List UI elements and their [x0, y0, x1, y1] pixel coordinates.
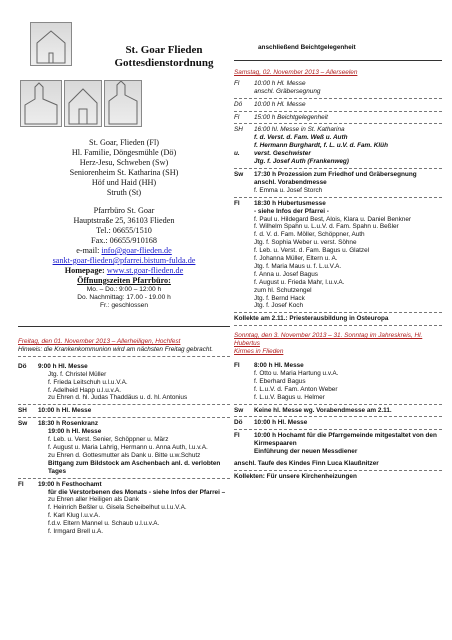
homepage-link[interactable]: www.st.goar-flieden.de: [106, 266, 184, 275]
schedule-friday: [18, 338, 230, 536]
church-drawing-icon: [105, 81, 141, 126]
email-link[interactable]: info@goar-flieden.de: [101, 246, 172, 255]
divider: [234, 429, 442, 430]
parish-item: Hl. Familie, Döngesmühle (Dö): [71, 148, 177, 157]
office-email-line: [18, 246, 230, 256]
divider: [234, 168, 442, 169]
intention: Jtg. f. Christel Müller: [48, 370, 107, 378]
intention: f. d. Verst. d. Fam. Weß u. Auth: [254, 134, 348, 142]
entry-do: [18, 363, 230, 403]
divider: [234, 98, 442, 99]
office-name: Pfarrbüro St. Goar: [93, 206, 155, 215]
divider: [18, 417, 230, 418]
parish-item: Höf und Haid (HH): [91, 178, 157, 187]
day-code: Fl: [234, 79, 240, 87]
parish-item: Struth (St): [106, 188, 142, 197]
divider: [18, 404, 230, 405]
entry-time: 10:00 h Hl. Messe: [254, 419, 308, 427]
entry-time: 10:00 h Hl. Messe: [38, 407, 92, 415]
date-subheading: Kirmes in Flieden: [234, 348, 284, 356]
entry-time: 18:30 h Rosenkranz: [38, 420, 99, 428]
entry-time: 15:00 h Beichtgelegenheit: [254, 113, 328, 121]
entry-do: [234, 419, 442, 427]
divider: [234, 416, 442, 417]
divider: [18, 356, 230, 357]
intention: f. Leb. u. Verst. d. Fam. Bagus u. Glatzel: [254, 247, 370, 255]
intention: zu Ehren aller Heiligen als Dank: [48, 496, 139, 504]
day-code: SH: [18, 407, 27, 415]
day-code: Fl: [234, 113, 240, 121]
entry-sh: [18, 407, 230, 415]
entry-fl: [234, 432, 442, 456]
page-subtitle: Gottesdienstordnung: [114, 57, 214, 69]
collection-note: Kollekte am 2.11.: Priesterausbildung in Osteuropa: [234, 315, 389, 323]
divider: [18, 478, 230, 479]
hours-line: Fr.: geschlossen: [99, 302, 148, 310]
church-sketch-1: [20, 80, 62, 127]
hours-line: Mo. – Do.: 9:00 – 12:00 h: [86, 286, 162, 293]
entry-sh-cont: [234, 150, 442, 166]
parish-list: [18, 138, 230, 198]
intention: f. Heinrich Beßler u. Gisela Scheibelhut u.l.u.V.A.: [48, 504, 187, 512]
entry-note: anschl. Gräbersegnung: [254, 87, 321, 95]
day-code: Dö: [234, 100, 243, 108]
intention: f. Anna u. Josef Bagus: [254, 270, 318, 278]
entry-time: 9:00 h Hl. Messe: [38, 362, 88, 370]
day-code: Fl: [234, 362, 240, 369]
office-fax: Fax.: 06655/910168: [91, 236, 157, 245]
entry-time: 10:00 h Hl. Messe: [254, 79, 306, 87]
church-sketch-top: [30, 22, 72, 66]
entry-time: 8:00 h Hl. Messe: [254, 362, 304, 369]
page-title: St. Goar Flieden: [125, 44, 203, 56]
entry-note: für die Verstorbenen des Monats - siehe Infos der Pfarrei –: [48, 488, 226, 496]
intention: f. Adelheid Happ u.l.u.v.A.: [48, 386, 122, 394]
entry-fl: [234, 362, 442, 402]
intention: Jtg. f. Bernd Hack: [254, 294, 305, 302]
conjunction: u.: [234, 150, 240, 158]
entry-do: [234, 101, 442, 109]
day-code: Sw: [18, 420, 28, 428]
day-code: Fl: [18, 480, 24, 488]
day-code: Fl: [234, 199, 240, 207]
intention: f.d.v. Eltern Mannel u. Schaub u.l.u.v.A.: [48, 520, 160, 528]
parish-item: Seniorenheim St. Katharina (SH): [69, 168, 179, 177]
entry-time: 19:00 h Hl. Messe: [48, 428, 102, 436]
entry-time: 17:30 h Prozession zum Friedhof und Gräbersegnung: [254, 170, 417, 178]
intention: f. Johanna Müller, Eltern u. A.: [254, 255, 338, 263]
church-drawing-icon: [65, 81, 101, 126]
day-code: Fl: [234, 432, 240, 440]
church-drawing-icon: [21, 81, 61, 126]
divider: [234, 197, 442, 198]
hours-line: Do. Nachmittag: 17.00 - 19.00 h: [77, 294, 171, 302]
intention: zum hl. Schutzengel: [254, 286, 312, 294]
intention: Jtg. f. Josef Auth (Frankenweg): [254, 158, 349, 166]
entry-note: Keine hl. Messe wg. Vorabendmesse am 2.11.: [254, 406, 392, 414]
entry-time: 16:00 hl. Messe in St. Katharina: [254, 126, 345, 134]
divider: [234, 404, 442, 405]
office-address: Hauptstraße 25, 36103 Flieden: [73, 216, 175, 225]
intention: Jtg. f. Maria Maus u. f. L.u.V.A.: [254, 262, 342, 270]
bittgang-note: Bittgang zum Bildstock am Aschenbach anl. d. verlobten Tages: [48, 459, 221, 475]
date-heading: Samstag, 02. November 2013 – Allerseelen: [234, 68, 358, 76]
intention: f. Frieda Leitschuh u.l.u.V.A.: [48, 378, 128, 386]
entry-sw: [234, 407, 442, 415]
baptism-note: anschl. Taufe des Kindes Finn Luca Klaußnitzer: [234, 460, 379, 468]
office-tel: Tel.: 06655/1510: [96, 226, 152, 235]
confession-note: anschließend Beichtgelegenheit: [258, 44, 356, 51]
date-heading: Sonntag, den 3. November 2013 – 31. Sonntag im Jahreskreis, Hl. Hubertus: [234, 332, 423, 348]
intention: f. L.u.V. Bagus u. Helmer: [254, 393, 325, 401]
intention: f. Otto u. Maria Hartung u.v.A.: [254, 369, 339, 377]
right-column: [234, 44, 442, 481]
date-heading: Freitag, den 01. November 2013 – Allerheiligen, Hochfest: [18, 338, 181, 345]
intention: f. August u. Maria Lahrig, Hermann u. Anna Auth, l.u.v.A.: [48, 443, 208, 451]
day-code: SH: [234, 126, 243, 134]
intention: f. Karl Klug l.u.v.A.: [48, 512, 101, 520]
email-label: e-mail:: [76, 246, 102, 255]
intention: f. d. V. d. Fam. Möller, Schöppner, Auth: [254, 231, 365, 239]
divider: [234, 111, 442, 112]
office-info: [18, 206, 230, 311]
entry-time: 19:00 h Festhochamt: [38, 480, 102, 488]
intention: zu Ehren d. hl. Judas Thaddäus u. d. hl. Antonius: [48, 394, 188, 402]
day-code: Dö: [234, 419, 243, 427]
church-sketch-3: [104, 80, 142, 127]
divider: [234, 60, 442, 61]
entry-sw: [234, 171, 442, 195]
intention: Jtg. f. Sophia Weber u. verst. Söhne: [254, 239, 357, 247]
intention: f. Hermann Burghardt, f. L. u.V. d. Fam. Klüh: [254, 142, 388, 150]
entry-fl: [234, 114, 442, 122]
intention: f. Wilhelm Spahn u. L.u.V. d. Fam. Spahn u. Beßler: [254, 223, 399, 231]
entry-time: 10:00 h Hochamt für die Pfarrgemeinde mitgestaltet von den Kirmespaaren: [254, 432, 437, 448]
homepage-label: Homepage:: [64, 266, 107, 275]
day-code: Sw: [234, 406, 244, 414]
divider: [234, 470, 442, 471]
entry-fl: [234, 80, 442, 96]
intention: zu Ehren d. Gottesmutter als Dank u. Bitte u.w.Schutz: [48, 451, 201, 459]
hint-text: Hinweis: die Krankenkommunion wird am nächsten Freitag gebracht.: [18, 345, 214, 353]
divider: [18, 326, 230, 327]
homepage-line: [18, 266, 230, 276]
intention: f. Emma u. Josef Storch: [254, 186, 323, 194]
day-code: Dö: [18, 362, 27, 370]
intention: Jtg. f. Josef Koch: [254, 302, 304, 310]
entry-note: anschl. Vorabendmesse: [254, 178, 327, 186]
entry-sh: [234, 126, 442, 150]
entry-note: Einführung der neuen Messdiener: [254, 448, 358, 456]
email2-link[interactable]: sankt-goar-flieden@pfarrei.bistum-fulda.de: [52, 256, 196, 265]
intention: f. Paul u. Hildegard Best, Alois, Klara u. Daniel Benkner: [254, 215, 412, 223]
intention: verst. Geschwister: [254, 150, 311, 158]
entry-note: - siehe Infos der Pfarrei -: [254, 207, 329, 215]
church-drawing-icon: [31, 23, 71, 65]
divider: [234, 312, 442, 313]
entry-time: 18:30 h Hubertusmesse: [254, 199, 326, 207]
intention: f. Eberhard Bagus: [254, 377, 306, 385]
entry-time: 10:00 h Hl. Messe: [254, 100, 306, 108]
intention: f. L.u.V. d. Fam. Anton Weber: [254, 385, 338, 393]
collection-note: Kollekten: Für unsere Kirchenheizungen: [234, 472, 357, 480]
parish-item: Herz-Jesu, Schweben (Sw): [79, 158, 169, 167]
day-code: Sw: [234, 170, 244, 178]
intention: f. Leb. u. Verst. Senier, Schöppner u. März: [48, 436, 169, 444]
divider: [234, 325, 442, 326]
church-sketch-2: [64, 80, 102, 127]
entry-fl: [234, 200, 442, 311]
intention: f. Irmgard Brell u.A.: [48, 528, 104, 536]
entry-sw: [18, 420, 230, 475]
entry-fl: [18, 481, 230, 536]
hours-title: Öffnungszeiten Pfarrbüro:: [77, 276, 171, 285]
parish-item: St. Goar, Flieden (Fl): [89, 138, 159, 147]
divider: [234, 123, 442, 124]
intention: f. August u. Frieda Mahr, l.u.v.A.: [254, 278, 345, 286]
